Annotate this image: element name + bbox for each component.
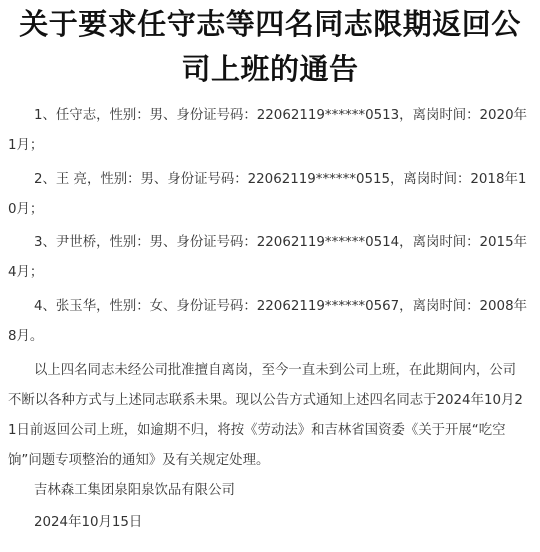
employee-item-2: 2、王 亮，性别：男、身份证号码：22062119******0515，离岗时间：2018年10月； (8, 172, 527, 217)
notice-title-line-1: 关于要求任守志等四名同志限期返回公 (19, 7, 521, 41)
issuing-company: 吉林森工集团泉阳泉饮品有限公司 (34, 483, 235, 498)
employee-item-1: 1、任守志，性别：男、身份证号码：22062119******0513，离岗时间：2020年1月； (8, 108, 527, 153)
employee-item-4: 4、张玉华，性别：女、身份证号码：22062119******0567，离岗时间：2008年8月。 (8, 299, 527, 344)
issue-date: 2024年10月15日 (34, 515, 143, 530)
notice-body-paragraph: 以上四名同志未经公司批准擅自离岗，至今一直未到公司上班，在此期间内，公司不断以各种方式与上述同志联系未果。现以公告方式通知上述四名同志于2024年10月21日前返回公司上班，如逾期不归，将按《劳动法》和吉林省国资委《关于开展“吃空饷”问题专项整治的通知》及有关规定处理。 (8, 363, 523, 468)
employee-item-3: 3、尹世桥，性别：男、身份证号码：22062119******0514，离岗时间：2015年4月； (8, 235, 527, 280)
notice-title-line-2: 司上班的通告 (181, 52, 359, 86)
